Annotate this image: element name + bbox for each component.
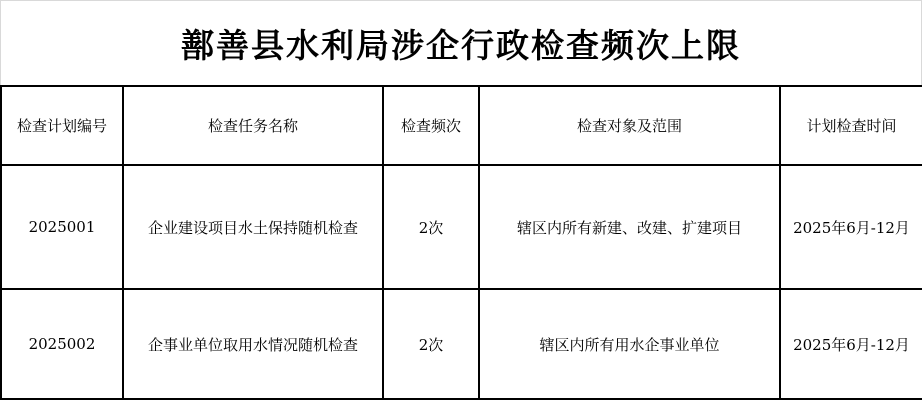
cell-object-scope: 辖区内所有用水企事业单位 [479, 289, 780, 399]
cell-planned-time: 2025年6月-12月 [780, 165, 922, 289]
header-task-name: 检查任务名称 [123, 86, 383, 165]
cell-planned-time: 2025年6月-12月 [780, 289, 922, 399]
header-plan-number: 检查计划编号 [1, 86, 123, 165]
page-title: 鄯善县水利局涉企行政检查频次上限 [181, 25, 741, 65]
title-band [0, 0, 922, 85]
table-row [1, 289, 922, 399]
header-frequency: 检查频次 [383, 86, 479, 165]
cell-plan-number: 2025002 [1, 289, 123, 399]
cell-frequency: 2次 [383, 289, 479, 399]
cell-object-scope: 辖区内所有新建、改建、扩建项目 [479, 165, 780, 289]
inspection-frequency-table [0, 85, 922, 400]
cell-task-name: 企事业单位取用水情况随机检查 [123, 289, 383, 399]
table-row [1, 165, 922, 289]
cell-frequency: 2次 [383, 165, 479, 289]
header-object-scope: 检查对象及范围 [479, 86, 780, 165]
table-header-row [1, 86, 922, 165]
header-planned-time: 计划检查时间 [780, 86, 922, 165]
cell-task-name: 企业建设项目水土保持随机检查 [123, 165, 383, 289]
cell-plan-number: 2025001 [1, 165, 123, 289]
